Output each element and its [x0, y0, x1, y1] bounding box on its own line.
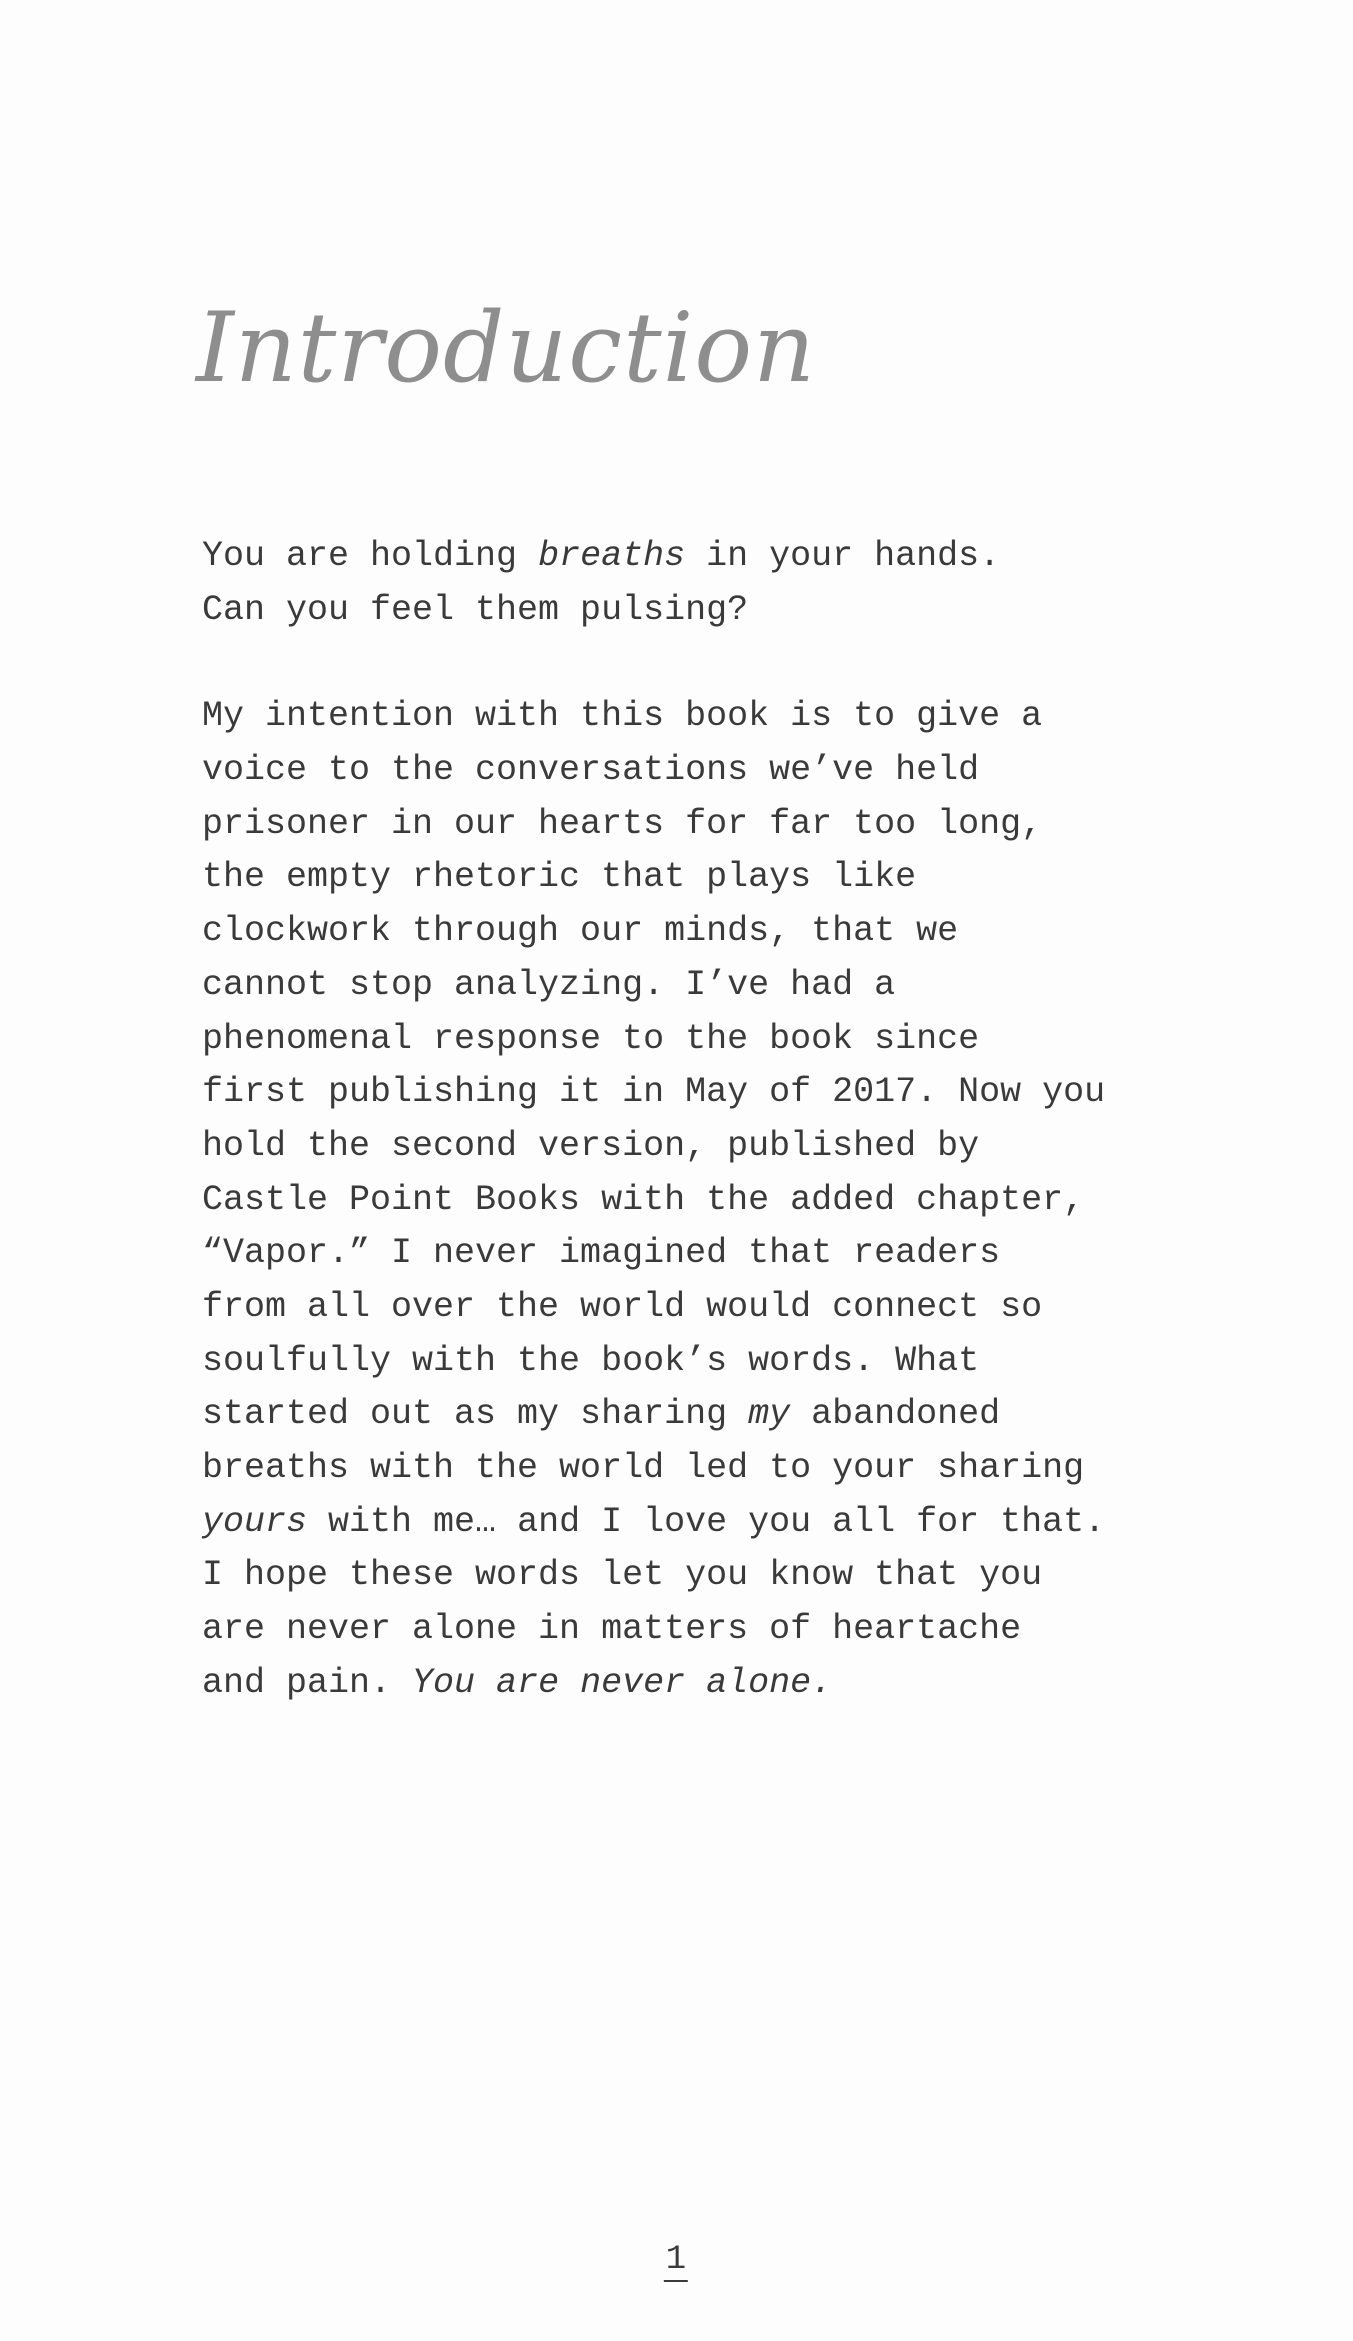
italic-text: breaths: [538, 536, 686, 576]
text-segment: are never alone in matters of heartache: [202, 1609, 1022, 1650]
page-number: 1: [664, 2240, 688, 2282]
text-segment: breaths with the world led to your sharing: [202, 1448, 1085, 1488]
text-segment: started out as my sharing: [202, 1394, 749, 1435]
text-line: [202, 1174, 1242, 1228]
text-segment: with me… and I love you all for that.: [307, 1501, 1106, 1542]
text-segment: Castle Point Books with the added chapter,: [202, 1179, 1085, 1220]
text-line: [202, 1442, 1242, 1496]
text-line: [202, 1496, 1242, 1550]
text-segment: and pain.: [202, 1662, 413, 1703]
text-segment: soulfully with the book’s words. What: [202, 1340, 980, 1381]
text-segment: prisoner in our hearts for far too long,: [202, 803, 1043, 844]
text-line: [202, 744, 1242, 798]
text-line: [202, 1281, 1242, 1335]
text-line: [202, 1388, 1242, 1442]
introduction-body: [202, 530, 1242, 1710]
text-line: [202, 1335, 1242, 1389]
italic-text: You are never alone.: [412, 1662, 833, 1703]
text-line: [202, 1227, 1242, 1281]
text-segment: abandoned: [790, 1394, 1001, 1435]
text-segment: from all over the world would connect so: [202, 1286, 1043, 1327]
text-segment: My intention with this book is to give a: [202, 696, 1043, 737]
text-segment: the empty rhetoric that plays like: [202, 857, 917, 898]
paragraph: [202, 690, 1242, 1710]
text-segment: voice to the conversations we’ve held: [202, 750, 980, 791]
text-line: [202, 1066, 1242, 1120]
text-line: [202, 1120, 1242, 1174]
text-line: [202, 690, 1242, 744]
text-segment: Can you feel them pulsing?: [202, 589, 749, 630]
text-segment: hold the second version, published by: [202, 1125, 980, 1166]
chapter-title: Introduction: [196, 292, 816, 404]
paragraph: [202, 530, 1242, 637]
text-segment: cannot stop analyzing. I’ve had a: [202, 964, 896, 1005]
text-line: [202, 530, 1242, 584]
text-line: [202, 584, 1242, 638]
text-line: [202, 1013, 1242, 1067]
text-line: [202, 1657, 1242, 1711]
text-segment: clockwork through our minds, that we: [202, 911, 959, 952]
text-line: [202, 1603, 1242, 1657]
text-segment: I hope these words let you know that you: [202, 1555, 1043, 1596]
text-segment: You are holding: [202, 536, 539, 576]
text-segment: in your hands.: [685, 536, 1001, 576]
text-line: [202, 798, 1242, 852]
italic-text: yours: [202, 1501, 308, 1542]
text-line: [202, 851, 1242, 905]
text-segment: phenomenal response to the book since: [202, 1018, 980, 1059]
text-line: [202, 1549, 1242, 1603]
text-segment: first publishing it in May of 2017. Now you: [202, 1072, 1106, 1113]
text-segment: “Vapor.” I never imagined that readers: [202, 1233, 1001, 1274]
italic-text: my: [748, 1394, 791, 1435]
text-line: [202, 905, 1242, 959]
text-line: [202, 959, 1242, 1013]
